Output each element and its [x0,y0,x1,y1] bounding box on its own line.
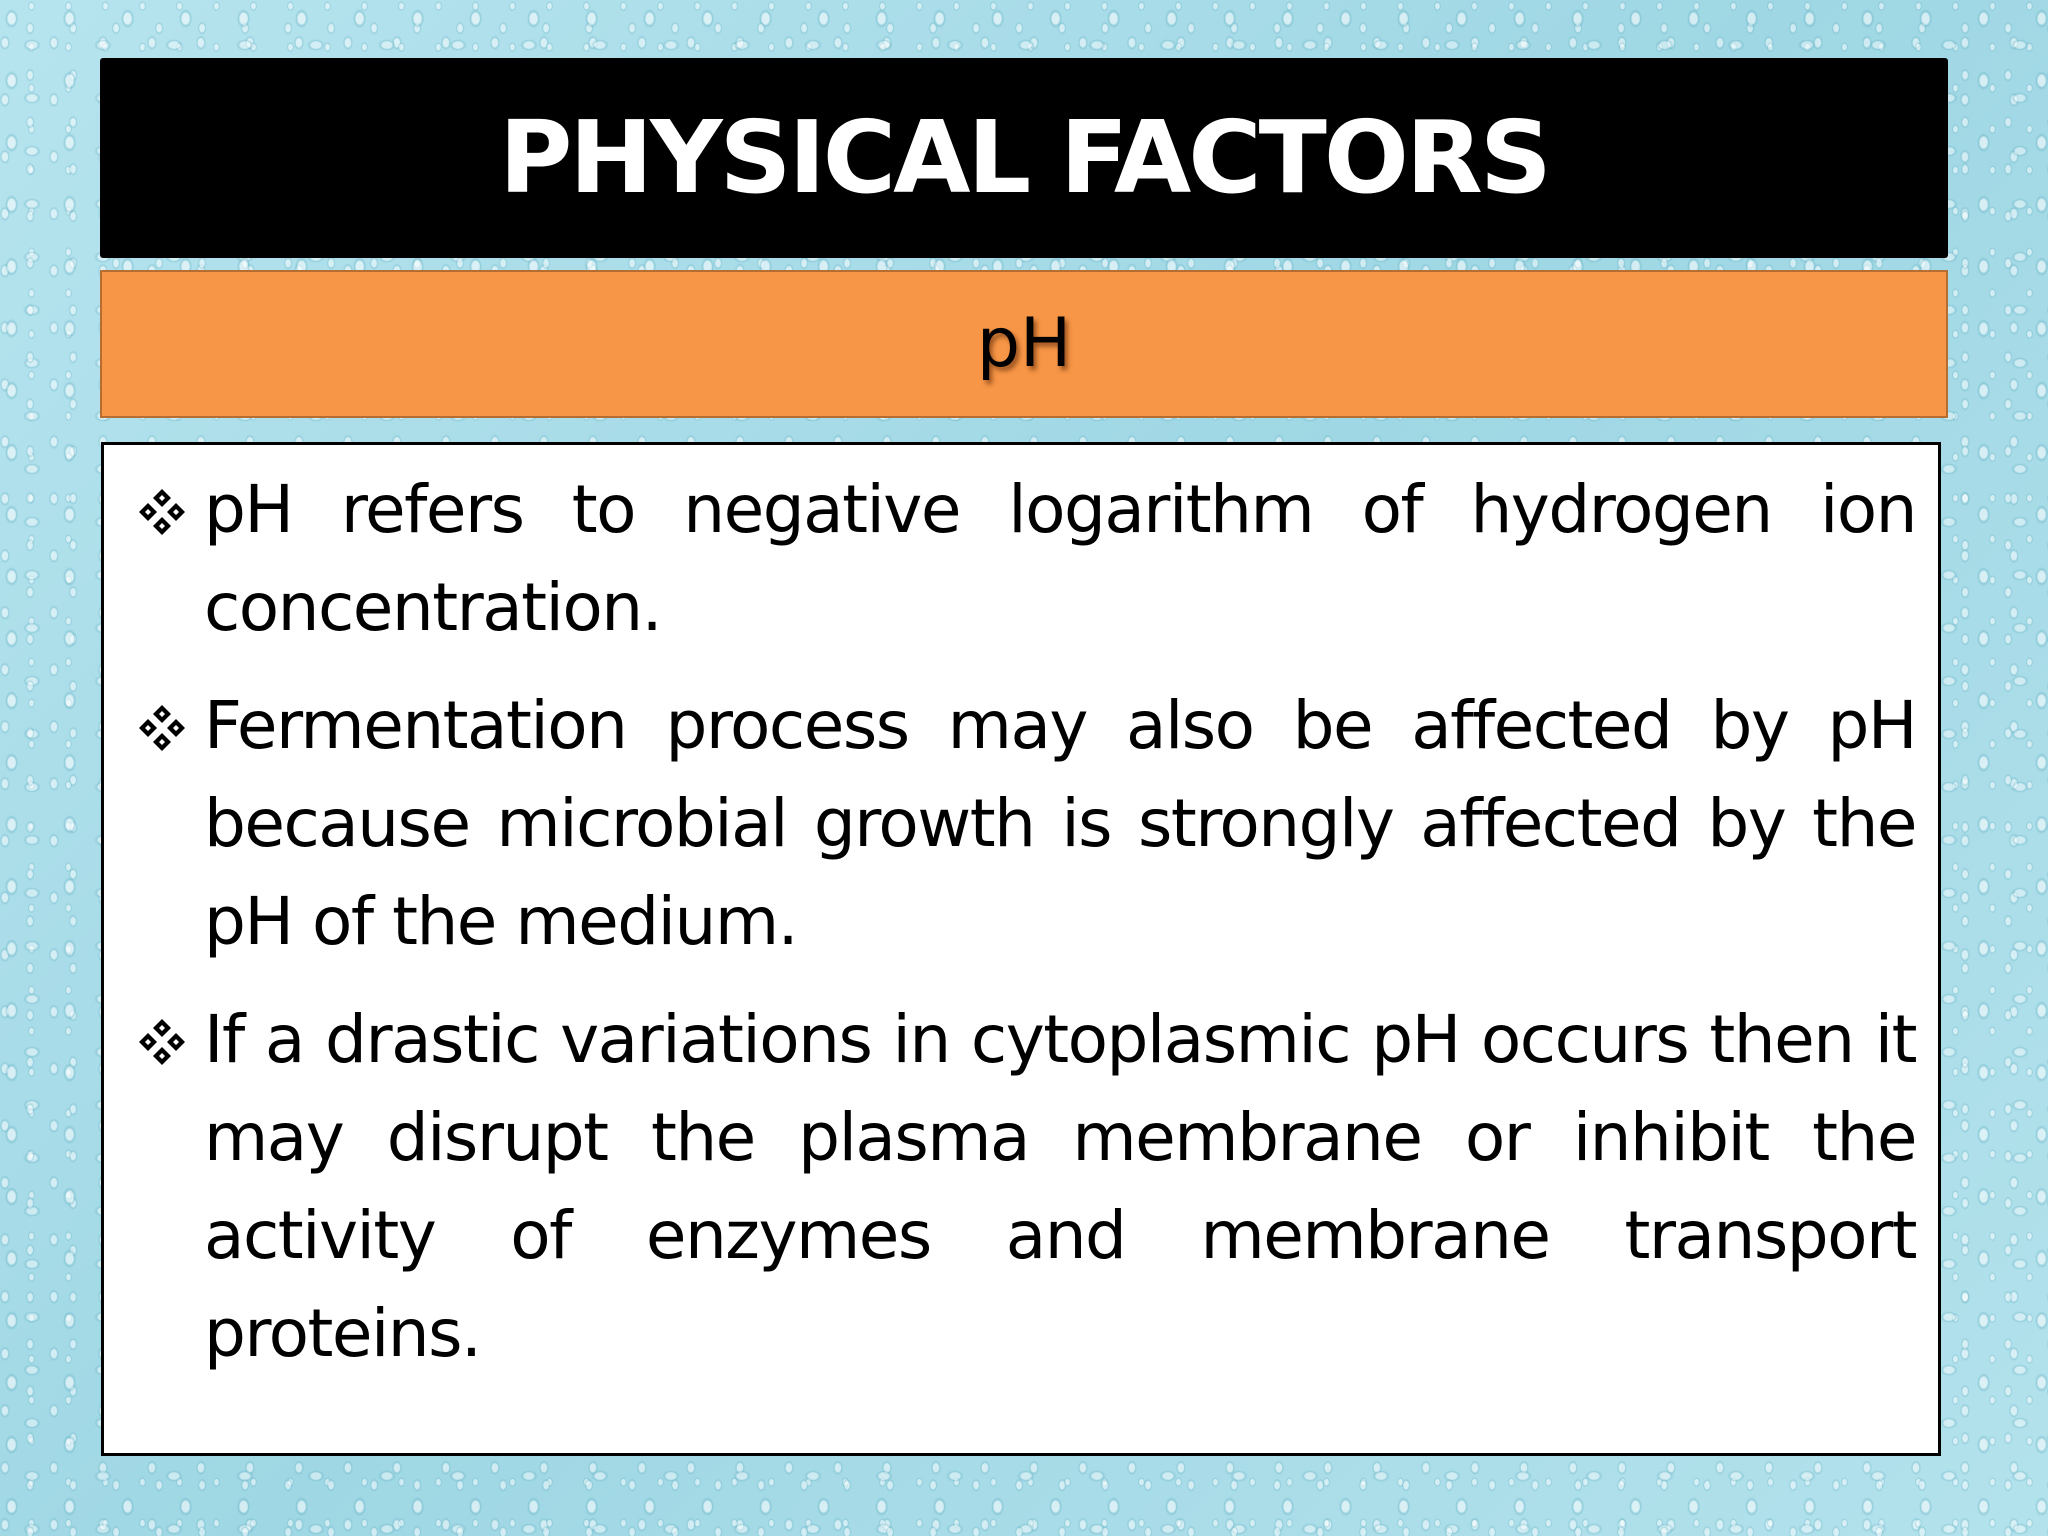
title-bar [100,58,1948,258]
bullet-text-2: Fermentation process may also be affected by pH because microbial growth is strongly affected by the pH of the medium. [204,687,1916,960]
four-diamond-bullet-icon [132,1017,192,1067]
content-box [101,442,1941,1456]
bullet-item-2 [132,677,1916,971]
slide-title: PHYSICAL FACTORS [499,99,1549,216]
bullet-item-3 [132,991,1916,1383]
slide-subtitle: pH [976,304,1072,383]
four-diamond-bullet-icon [132,703,192,753]
four-diamond-bullet-icon [132,487,192,537]
bullet-list [132,461,1916,1383]
bullet-text-1: pH refers to negative logarithm of hydrogen ion concentration. [204,471,1916,646]
bullet-item-1 [132,461,1916,657]
bullet-text-3: If a drastic variations in cytoplasmic pH occurs then it may disrupt the plasma membrane or inhibit the activity of enzymes and membrane transport proteins. [204,1001,1916,1372]
subtitle-bar [100,270,1948,418]
